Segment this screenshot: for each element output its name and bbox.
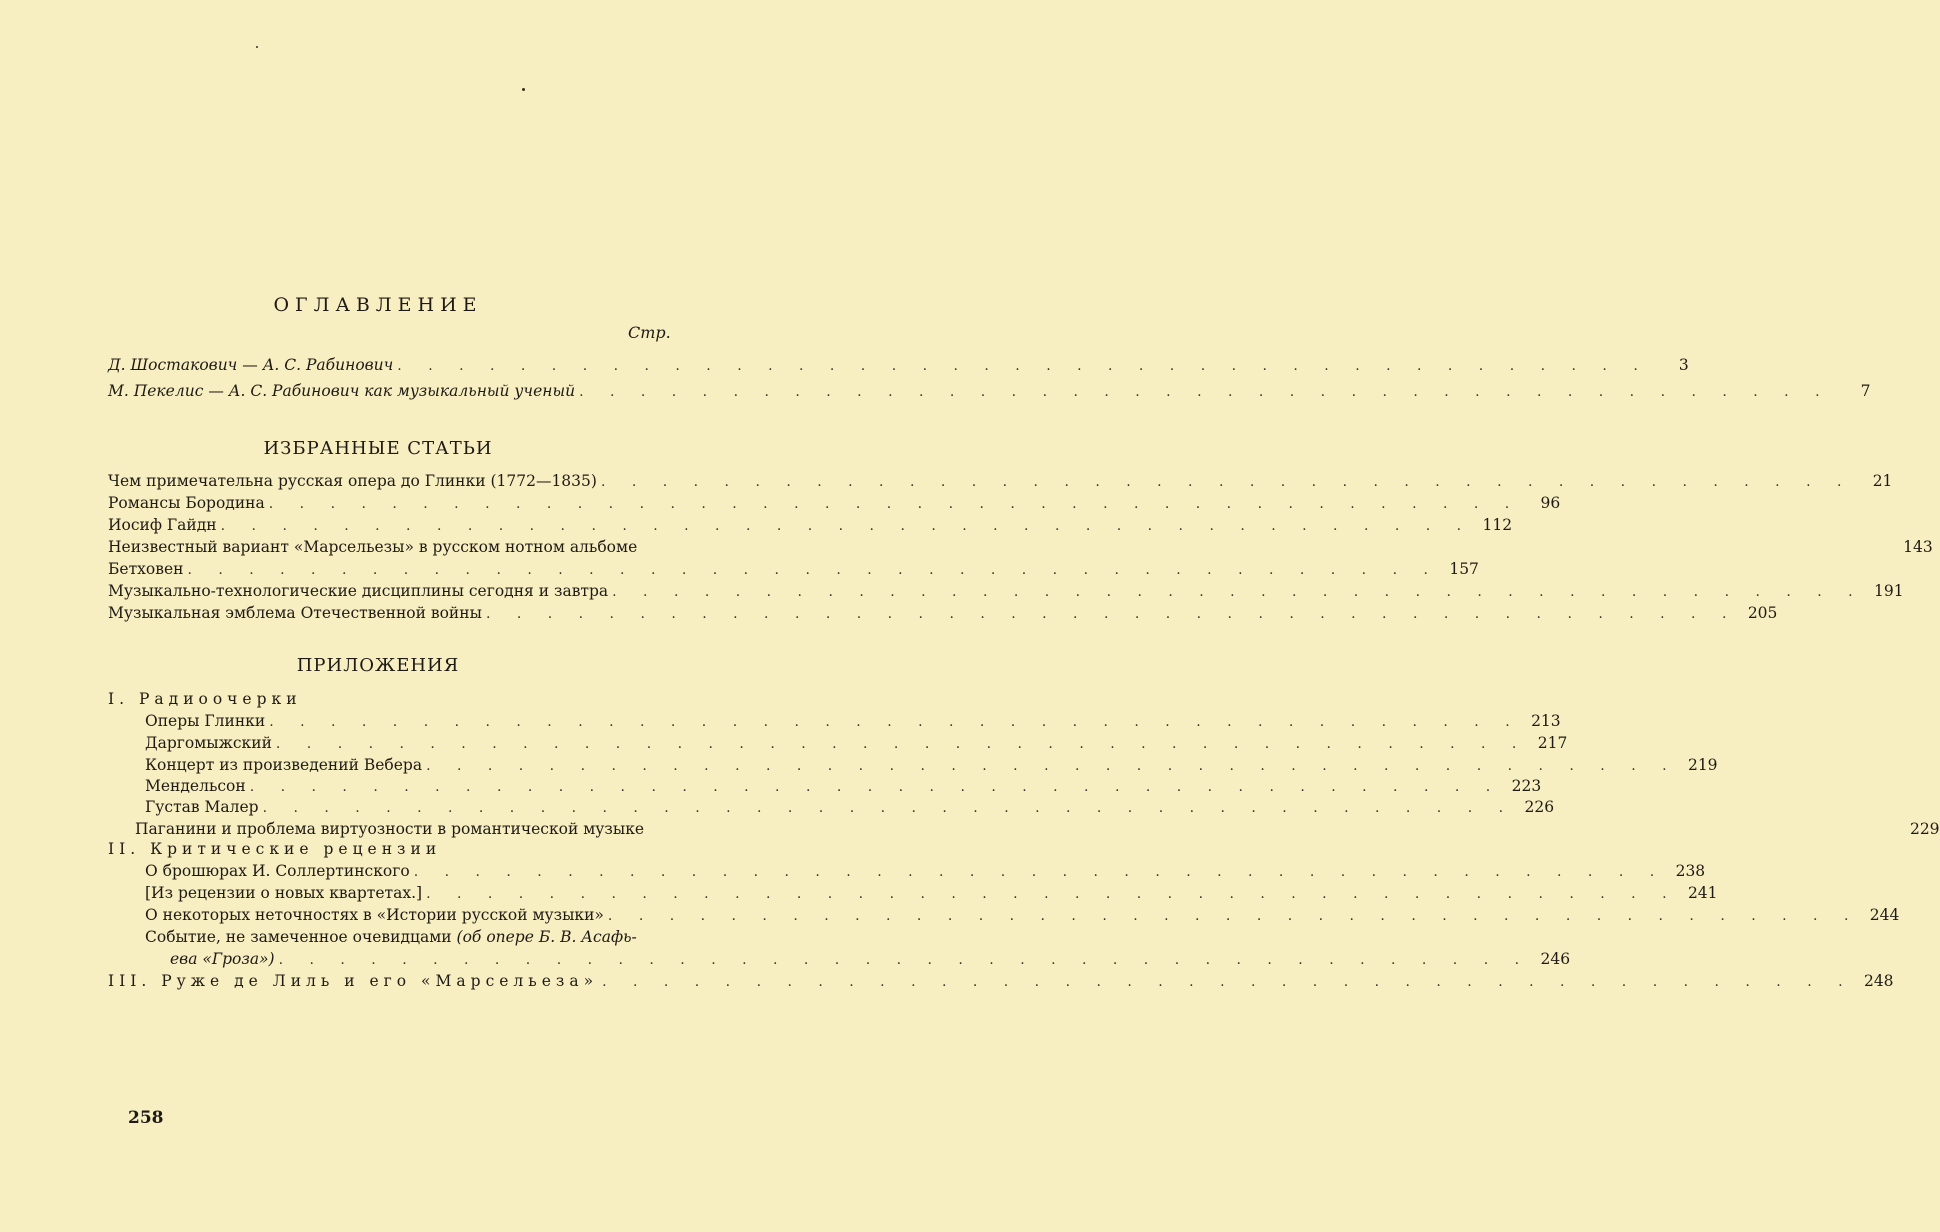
- dot-leader: [482, 606, 1741, 622]
- entry-title: О брошюрах И. Соллертинского: [145, 862, 410, 880]
- page-title: ОГЛАВЛЕНИЕ: [273, 294, 483, 316]
- section-heading-articles: ИЗБРАННЫЕ СТАТЬИ: [263, 438, 493, 459]
- entry-page: 238: [1675, 862, 1706, 880]
- entry-page: 21: [1872, 472, 1893, 490]
- dot-leader: [246, 779, 1505, 795]
- entry-title: О некоторых неточностях в «Истории русской музыки»: [145, 906, 604, 924]
- toc-entry[interactable]: [108, 604, 1778, 626]
- entry-title: Даргомыжский: [145, 734, 272, 752]
- entry-title: Неизвестный вариант «Марсельезы» в русском нотном альбоме: [108, 538, 638, 556]
- toc-entry[interactable]: [108, 560, 1479, 582]
- entry-title: Мендельсон: [145, 777, 246, 795]
- print-speck: [522, 88, 525, 91]
- section-heading-appendix: ПРИЛОЖЕНИЯ: [296, 655, 460, 676]
- dot-leader: [393, 358, 1652, 374]
- toc-entry[interactable]: [108, 494, 1561, 516]
- dot-leader: [275, 952, 1534, 968]
- entry-page: 96: [1540, 494, 1561, 512]
- entry-title: [Из рецензии о новых квартетах.]: [145, 884, 423, 902]
- toc-entry[interactable]: [108, 582, 1904, 604]
- print-speck: [256, 46, 258, 48]
- page-number: 258: [128, 1108, 164, 1128]
- entry-title: Музыкальная эмблема Отечественной войны: [108, 604, 482, 622]
- entry-title: Иосиф Гайдн: [108, 516, 217, 534]
- dot-leader: [259, 800, 1518, 816]
- entry-page: 143: [1903, 538, 1933, 556]
- entry-page: 191: [1874, 582, 1904, 600]
- page-column-label: Стр.: [628, 323, 671, 342]
- dot-leader: [604, 908, 1863, 924]
- entry-title: Романсы Бородина: [108, 494, 265, 512]
- toc-entry[interactable]: [145, 862, 1706, 884]
- dot-leader: [597, 474, 1856, 490]
- entry-page: 157: [1449, 560, 1479, 578]
- toc-entry[interactable]: Д. Шостакович — А. С. Рабинович . . . 3: [108, 356, 672, 378]
- entry-page: 112: [1482, 516, 1513, 534]
- dot-leader: [422, 886, 1681, 902]
- toc-entry[interactable]: [108, 538, 1933, 560]
- entry-page: 223: [1511, 777, 1542, 795]
- entry-page: 3: [1678, 356, 1689, 374]
- entry-author: М. Пекелис: [108, 382, 204, 400]
- entry-page: 246: [1540, 950, 1571, 968]
- entry-page: 248: [1863, 972, 1894, 990]
- entry-page: 205: [1747, 604, 1778, 622]
- toc-entry-line2[interactable]: [170, 950, 1571, 972]
- entry-page: 226: [1524, 798, 1555, 816]
- entry-title: Музыкально-технологические дисциплины сегодня и завтра: [108, 582, 609, 600]
- dot-leader: [183, 562, 1442, 578]
- entry-page: 213: [1531, 712, 1561, 730]
- entry-title: Чем примечательна русская опера до Глинки (1772—1835): [108, 472, 597, 490]
- dot-leader: [410, 864, 1669, 880]
- dot-leader: [272, 736, 1531, 752]
- toc-entry[interactable]: [135, 820, 1940, 842]
- toc-entry[interactable]: [108, 972, 1894, 994]
- entry-title: Концерт из произведений Вебера: [145, 756, 423, 774]
- entry-title: Оперы Глинки: [145, 712, 266, 730]
- entry-page: 244: [1869, 906, 1900, 924]
- entry-page: 229: [1909, 820, 1940, 838]
- toc-entry[interactable]: [145, 798, 1555, 820]
- toc-entry[interactable]: [108, 516, 1513, 538]
- dot-leader: [598, 974, 1857, 990]
- entry-title: А. С. Рабинович: [262, 356, 394, 374]
- toc-entry[interactable]: [145, 712, 1561, 734]
- entry-page: 241: [1687, 884, 1718, 902]
- entry-page: 219: [1687, 756, 1718, 774]
- entry-title: А. С. Рабинович как музыкальный ученый: [228, 382, 576, 400]
- entry-subtitle: (об опере Б. В. Асафь-: [456, 928, 637, 946]
- toc-entry[interactable]: [145, 906, 1900, 928]
- entry-title: Паганини и проблема виртуозности в романтической музыке: [135, 820, 645, 838]
- dot-leader: [608, 584, 1867, 600]
- toc-entry[interactable]: [145, 884, 1718, 906]
- entry-title: Бетховен: [108, 560, 184, 578]
- dot-leader: [265, 496, 1524, 512]
- toc-entry[interactable]: [108, 472, 1893, 494]
- dot-leader: [575, 384, 1834, 400]
- toc-entry[interactable]: [145, 777, 1542, 799]
- entry-title: III. Руже де Лиль и его «Марсельеза»: [108, 972, 599, 990]
- dot-leader: [265, 714, 1524, 730]
- toc-entry[interactable]: [145, 756, 1718, 778]
- dot-leader: [217, 518, 1476, 534]
- entry-title: Событие, не замеченное очевидцами: [145, 928, 452, 946]
- entry-subtitle: ева «Гроза»): [170, 950, 275, 968]
- dot-leader: [422, 758, 1681, 774]
- entry-author: Д. Шостакович: [108, 356, 238, 374]
- toc-entry[interactable]: [145, 734, 1568, 756]
- toc-entry[interactable]: М. Пекелис — А. С. Рабинович как музыкальный ученый . . . 7: [108, 382, 672, 404]
- entry-page: 7: [1860, 382, 1871, 400]
- toc-entry-line1[interactable]: [145, 928, 672, 950]
- entry-page: 217: [1537, 734, 1568, 752]
- toc-part-heading: [108, 690, 672, 712]
- toc-part-heading: [108, 840, 672, 862]
- part-title: II. Критические рецензии: [108, 840, 442, 858]
- part-title: I. Радиоочерки: [108, 690, 302, 708]
- entry-title: Густав Малер: [145, 798, 259, 816]
